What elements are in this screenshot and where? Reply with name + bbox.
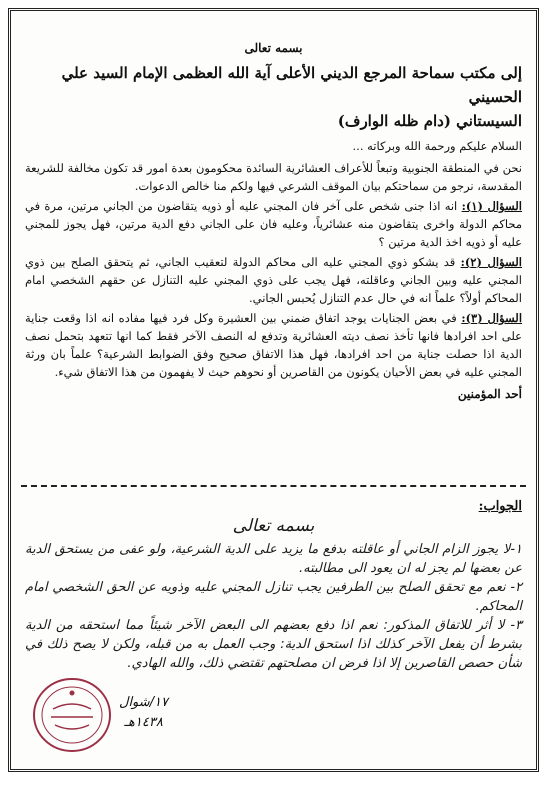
answer-2: ٢- نعم مع تحقق الصلح بين الطرفين يجب تنازل المجني عليه وذويه عن الحق الشخصي امام المحاكم. [25, 580, 522, 614]
intro-paragraph: نحن في المنطقة الجنوبية وتبعاً للأعراف العشائرية السائدة محكومون بعدة امور قد تكون مخالفة للشريعة المقدسة، نرجو من سماحتكم بيان الموقف الشرعي فيها ولكم منا خالص الدعوات. [25, 161, 522, 193]
answer-date [119, 693, 168, 733]
fatwa-document [8, 8, 539, 772]
question-1-label: السؤال (١): [461, 199, 522, 213]
question-2-text: قد يشكو ذوي المجني عليه الى محاكم الدولة لتعقيب الجاني، ثم يتحقق الصلح بين ذوي المجني عليه وبين الجاني وعاقلته، فهل يجب على ذوي المجني عليه التنازل عن حقهم الشخصي امام المحاكم أولاً؟ علماً انه في حال عدم التنازل يُحبس الجاني. [25, 255, 522, 305]
question-3-text: في بعض الجنايات يوجد اتفاق ضمني بين العشيرة وكل فرد فيها مفاده انه اذا وقعت جناية على احد افرادها فانها تأخذ نصف ديته العشائرية وتدفع له النصف الآخر فقط كما انها تتعهد بتحمل نصف الدية اذا حصلت جناية من احد افرادها، فهل هذا الاتفاق صحيح وفق الضوابط الشرعية؟ علماً بان ورثة المجني عليه في بعض الأحيان يكونون من القاصرين أو نحوهم حيث لا يفهمون من هذا الاتفاق شيء. [25, 311, 522, 379]
answer-basmala: بسمه تعالى [232, 516, 315, 536]
question-2-label: السؤال (٢): [460, 255, 522, 269]
question-3 [25, 309, 522, 381]
addressee-line-1: إلى مكتب سماحة المرجع الديني الأعلى آية الله العظمى الإمام السيد علي الحسيني [61, 64, 522, 106]
answer-1: ١-لا يجوز الزام الجاني أو عاقلته بدفع ما يزيد على الدية الشرعية، ولو عفى من يستحق الدية عن بعضها لم يجز له ان يعود الى مطالبته. [25, 542, 522, 576]
question-3-label: السؤال (٣): [461, 311, 523, 325]
letter-basmala: بسمه تعالى [244, 41, 303, 55]
question-1 [25, 197, 522, 251]
section-divider [21, 485, 526, 487]
greeting: السلام عليكم ورحمة الله وبركاته ... [352, 139, 522, 153]
date-day-month: ١٧/شوال [119, 695, 169, 710]
question-letter [25, 41, 522, 466]
question-2 [25, 253, 522, 307]
date-year: ١٤٣٨هـ [124, 715, 163, 730]
addressee-line-2: السيستاني (دام ظله الوارف) [337, 112, 522, 130]
office-seal-stamp [31, 675, 113, 755]
question-1-text: انه اذا جنى شخص على آخر فان المجني عليه أو ذويه يتقاضون من الجاني مرتين، مرة في محاكم الدولة واخرى يتقاضون منه عشائرياً، وعليه فان على الجاني دفع الدية مرتين، فهل يجوز للمجني عليه أو ذويه اخذ الدية مرتين ؟ [25, 199, 522, 249]
answer-label: الجواب: [478, 499, 522, 514]
answer-3: ٣- لا أثر للاتفاق المذكور: نعم اذا دفع بعضهم الى البعض الآخر شيئاً مما استحقه من الدية بشرط أن يفعل الآخر كذلك اذا استحق الدية: وجب العمل به من قبله، ولكن لا يصح ذلك في شأن حصص القاصرين إلا اذا فرض ان مصلحتهم تقتضي ذلك، والله الهادي. [25, 618, 522, 671]
handwritten-answer [25, 516, 522, 673]
signature: أحد المؤمنين [457, 387, 522, 401]
